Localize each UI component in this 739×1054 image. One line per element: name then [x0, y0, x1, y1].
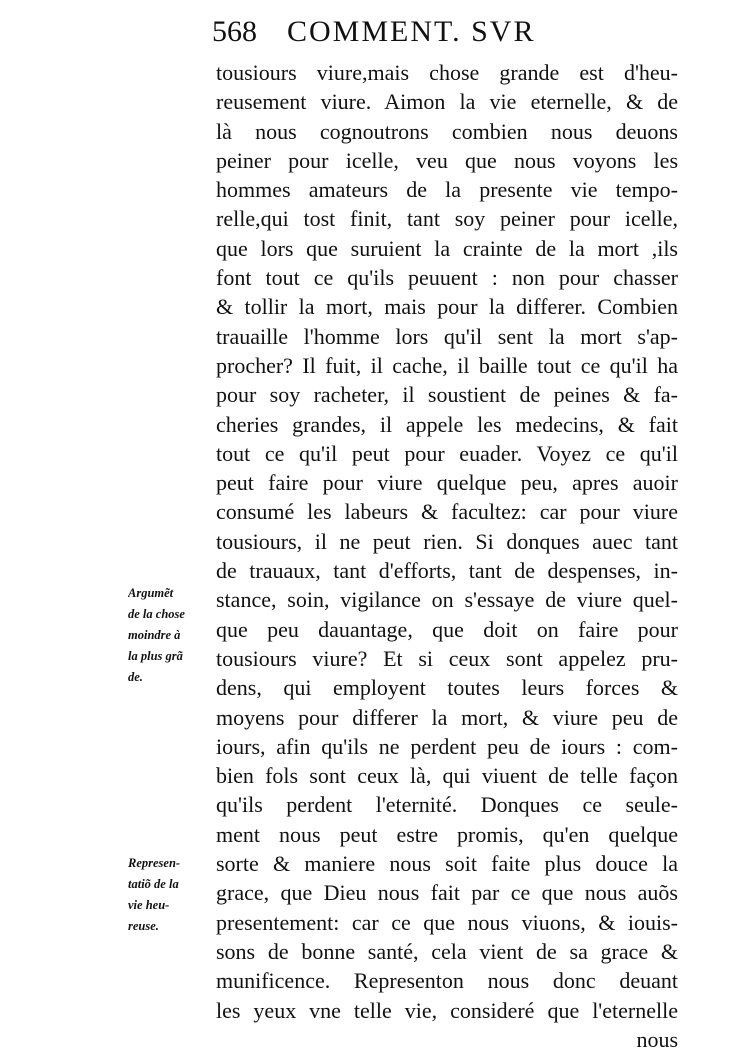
page-header	[212, 14, 612, 50]
text-line: les yeux vne telle vie, consideré que l'eternelle	[216, 997, 678, 1023]
text-line: que lors que suruient la crainte de la mort ,ils	[216, 235, 678, 261]
margin-note-argument	[128, 583, 214, 688]
text-line: peut faire pour viure quelque peu, apres auoir	[216, 470, 678, 496]
text-line: ment nous peut estre promis, qu'en quelque	[216, 821, 678, 847]
text-line: reusement viure. Aimon la vie eternelle, & de	[216, 89, 678, 115]
margin-note-line: reuse.	[128, 919, 159, 933]
text-line: que peu dauantage, que doit on faire pour	[216, 616, 678, 642]
text-line: grace, que Dieu nous fait par ce que nous auõs	[216, 880, 678, 906]
text-line: tousiours viure? Et si ceux sont appelez pru-	[216, 645, 678, 671]
text-line: trauaille l'homme lors qu'il sent la mort s'ap-	[216, 323, 678, 349]
text-line: nous	[636, 1026, 678, 1052]
margin-note-line: Argumẽt	[128, 586, 174, 600]
margin-note-line: de.	[128, 670, 143, 684]
margin-note-line: vie heu-	[128, 898, 170, 912]
text-line: tousiours, il ne peut rien. Si donques auec tant	[216, 528, 678, 554]
margin-note-line: tatiõ de la	[128, 877, 179, 891]
text-line: tousiours viure,mais chose grande est d'heu-	[216, 60, 678, 85]
text-line: bien fols sont ceux là, qui viuent de telle façon	[216, 763, 678, 789]
main-text-block	[216, 58, 678, 1054]
margin-note-line: moindre à	[128, 628, 181, 642]
text-line: dens, qui employent toutes leurs forces &	[216, 675, 678, 701]
margin-note-line: de la chose	[128, 607, 185, 621]
text-line: là nous cognoutrons combien nous deuons	[216, 118, 678, 144]
text-line: relle,qui tost finit, tant soy peiner pour icelle,	[216, 206, 678, 232]
text-line: & tollir la mort, mais pour la differer. Combien	[216, 294, 678, 320]
text-line: sons de bonne santé, cela vient de sa grace &	[216, 938, 678, 964]
text-line: pour soy racheter, il soustient de peines & fa-	[216, 382, 678, 408]
text-line: presentement: car ce que nous viuons, & iouis-	[216, 909, 678, 935]
margin-note-representation	[128, 853, 214, 937]
text-line: procher? Il fuit, il cache, il baille tout ce qu'il ha	[216, 352, 678, 378]
text-line: munificence. Representon nous donc deuant	[216, 968, 678, 994]
margin-note-line: Represen-	[128, 856, 181, 870]
text-line: sorte & maniere nous soit faite plus douce la	[216, 851, 678, 877]
text-line: iours, afin qu'ils ne perdent peu de iours : com-	[216, 733, 678, 759]
text-line: consumé les labeurs & facultez: car pour viure	[216, 499, 678, 525]
text-line: moyens pour differer la mort, & viure peu de	[216, 704, 678, 730]
text-line: peiner pour icelle, veu que nous voyons les	[216, 147, 678, 173]
text-line: stance, soin, vigilance on s'essaye de viure quel-	[216, 587, 678, 613]
text-line: tout ce qu'il peut pour euader. Voyez ce qu'il	[216, 440, 678, 466]
margin-note-line: la plus grã	[128, 649, 183, 663]
text-line: font tout ce qu'ils peuuent : non pour chasser	[216, 265, 678, 291]
running-title: COMMENT. SVR	[287, 15, 536, 48]
text-line: de trauaux, tant d'efforts, tant de despenses, in-	[216, 558, 678, 584]
text-line: cheries grandes, il appele les medecins, & fait	[216, 411, 678, 437]
text-line: qu'ils perdent l'eternité. Donques ce seule-	[216, 792, 678, 818]
page-number: 568	[212, 15, 257, 48]
text-line: hommes amateurs de la presente vie tempo-	[216, 177, 678, 203]
